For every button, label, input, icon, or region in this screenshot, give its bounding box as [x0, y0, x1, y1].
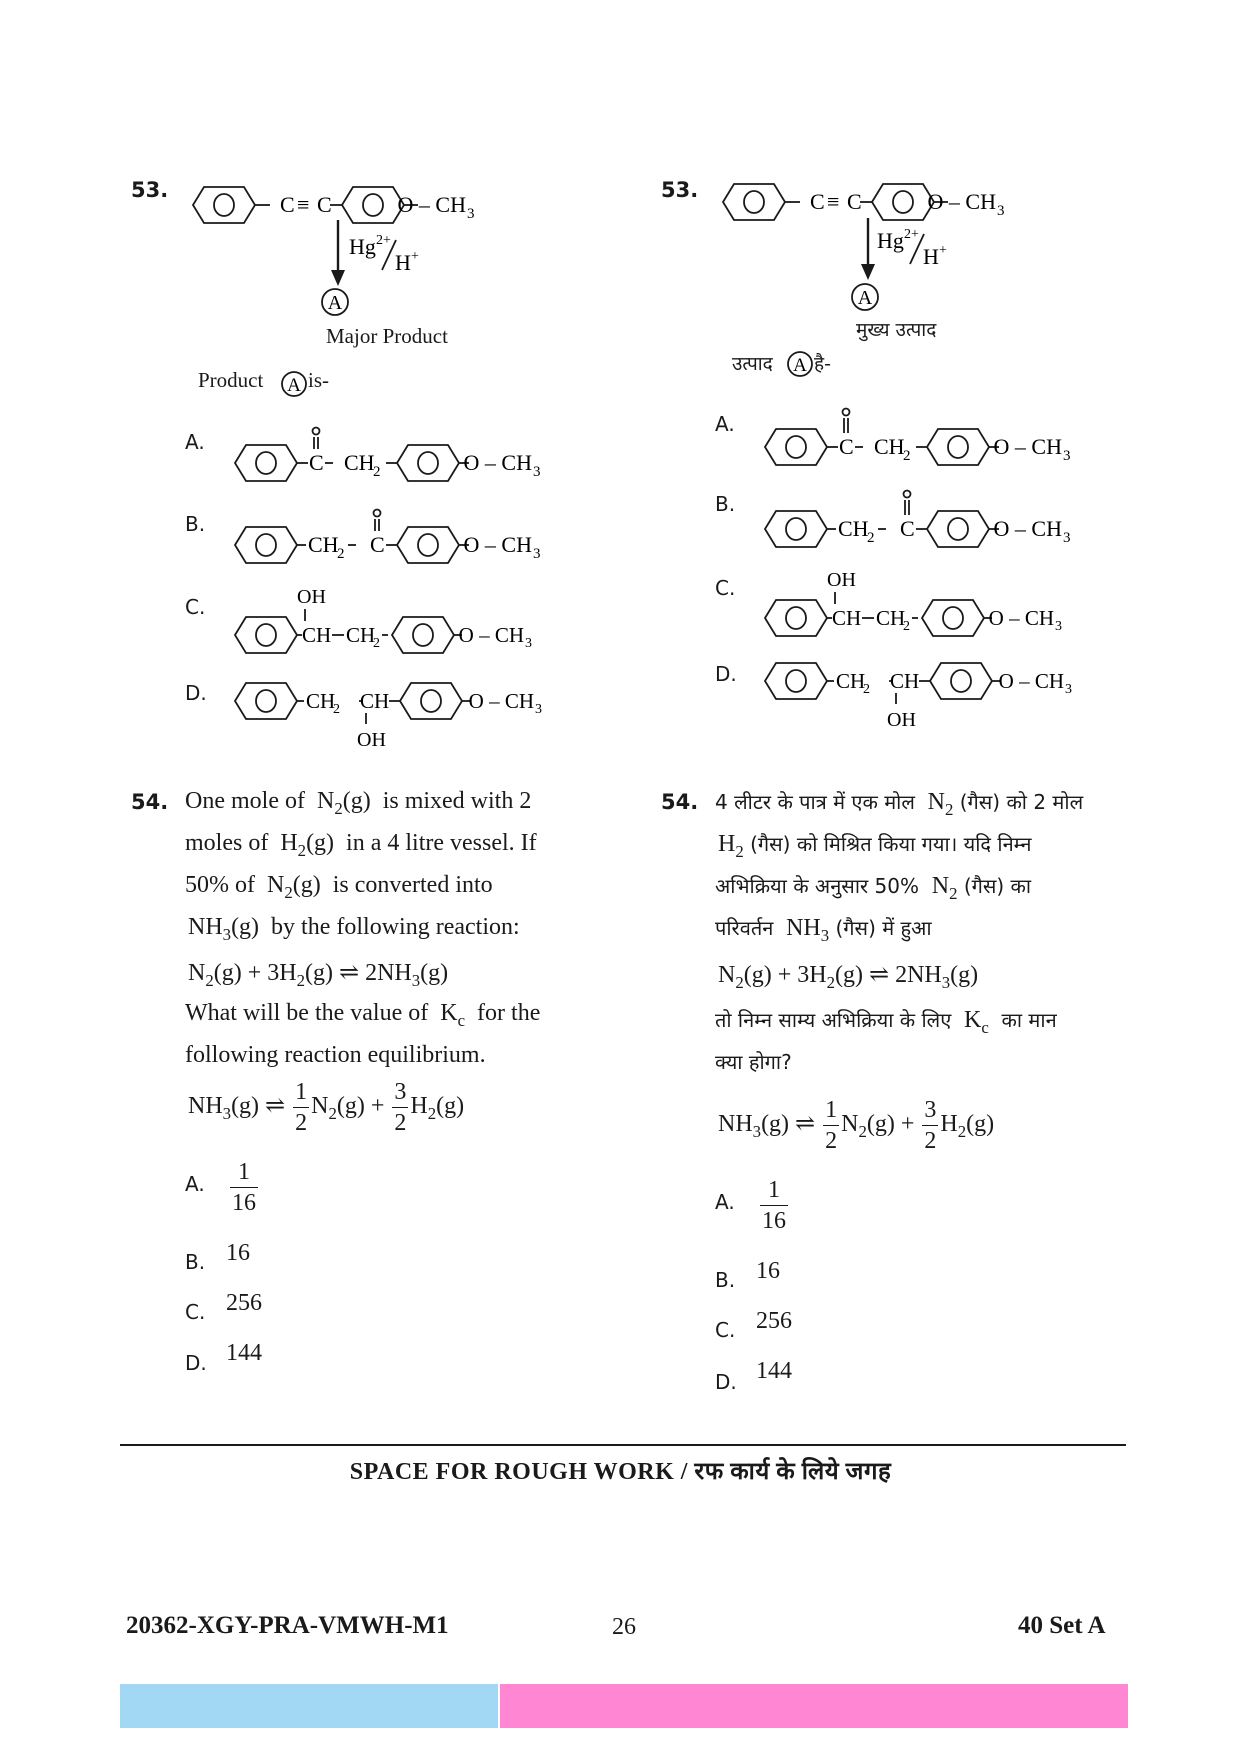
- forward-reaction: $N_2(g) + 3H_2(g)$ ⇌ $2NH_3(g)$: [718, 962, 979, 992]
- svg-text:A: A: [793, 355, 807, 376]
- product-prefix: उत्पाद: [732, 353, 773, 375]
- svg-text:C: C: [900, 516, 915, 541]
- svg-text:3: 3: [525, 636, 532, 651]
- option-d-structure: [232, 666, 572, 756]
- svg-text:CH: CH: [836, 669, 866, 693]
- q54-line: $NH_3(g)$ by the following reaction:: [188, 914, 520, 944]
- svg-text:2: 2: [373, 636, 380, 651]
- option-a-structure: [762, 402, 1102, 472]
- circled-a-icon: [786, 350, 816, 380]
- triple-bond: ≡: [297, 192, 310, 217]
- reagent-h: H: [923, 244, 939, 269]
- q54-line: What will be the value of $K_c$ for the: [185, 1000, 541, 1030]
- svg-text:C: C: [370, 532, 385, 557]
- q54-line: क्या होगा?: [715, 1050, 792, 1074]
- svg-text:3: 3: [1055, 619, 1062, 634]
- question-number: 53.: [131, 178, 169, 202]
- svg-text:O – CH: O – CH: [993, 434, 1062, 459]
- footer-bar-pink: [500, 1684, 1128, 1728]
- svg-text:C: C: [847, 189, 862, 214]
- svg-text:CH: CH: [876, 606, 906, 630]
- question-number: 54.: [131, 790, 169, 814]
- svg-text:A: A: [287, 375, 301, 396]
- q54-line: परिवर्तन $NH_3$ (गैस) में हुआ: [715, 915, 932, 945]
- set-label: 40 Set A: [1018, 1612, 1106, 1639]
- divider: [120, 1444, 1126, 1446]
- svg-text:O – CH: O – CH: [927, 189, 996, 214]
- svg-text:2: 2: [903, 448, 911, 464]
- svg-text:3: 3: [997, 203, 1005, 219]
- option-d-value: 144: [756, 1358, 792, 1384]
- option-b-label: B.: [715, 1268, 736, 1292]
- svg-text:CH: CH: [344, 450, 375, 475]
- option-c-structure: [762, 568, 1102, 643]
- svg-text:2+: 2+: [904, 227, 919, 242]
- q54-line: following reaction equilibrium.: [185, 1042, 486, 1068]
- svg-text:3: 3: [1063, 448, 1071, 464]
- option-d-structure: [762, 646, 1102, 736]
- svg-text:CH: CH: [832, 606, 862, 630]
- svg-text:CH: CH: [838, 516, 869, 541]
- reagent-hg: Hg: [349, 234, 376, 259]
- q54-line: अभिक्रिया के अनुसार 50% $N_2$ (गैस) का: [715, 873, 1032, 903]
- option-c-label: C.: [715, 1318, 736, 1342]
- svg-text:2: 2: [867, 530, 875, 546]
- option-b-value: 16: [226, 1240, 250, 1266]
- option-d-label: D.: [185, 1351, 207, 1375]
- option-a-structure: [232, 418, 572, 488]
- svg-text:C: C: [839, 434, 854, 459]
- option-b-label: B.: [715, 492, 736, 516]
- q54-line: $H_2$ (गैस) को मिश्रित किया गया। यदि निम्न: [718, 831, 1032, 861]
- option-d-value: 144: [226, 1340, 262, 1366]
- svg-text:CH: CH: [360, 689, 390, 713]
- option-d-label: D.: [715, 1370, 737, 1394]
- option-a-label: A.: [715, 412, 735, 436]
- option-a-label: A.: [185, 430, 205, 454]
- question-number: 54.: [661, 790, 699, 814]
- svg-text:C: C: [810, 189, 825, 214]
- svg-text:CH: CH: [346, 623, 376, 647]
- english-column: [0, 0, 560, 1420]
- svg-text:3: 3: [533, 464, 541, 480]
- svg-text:O – CH: O – CH: [468, 689, 534, 713]
- svg-text:CH: CH: [302, 623, 332, 647]
- svg-text:3: 3: [1063, 530, 1071, 546]
- option-c-value: 256: [226, 1290, 262, 1316]
- svg-text:O – CH: O – CH: [988, 606, 1054, 630]
- product-suffix: is-: [308, 368, 329, 392]
- svg-text:C: C: [317, 192, 332, 217]
- svg-text:CH: CH: [308, 532, 339, 557]
- page-number: 26: [612, 1614, 636, 1640]
- arrow-head: [861, 264, 875, 280]
- svg-text:+: +: [411, 249, 419, 264]
- carbon-label: C: [280, 192, 295, 217]
- option-b-structure: [232, 500, 572, 570]
- option-c-label: C.: [185, 1300, 206, 1324]
- rough-work-heading: SPACE FOR ROUGH WORK / रफ कार्य के लिये जगह: [349, 1459, 892, 1485]
- svg-text:3: 3: [1065, 682, 1072, 697]
- svg-text:O – CH: O – CH: [458, 623, 524, 647]
- svg-text:OH: OH: [887, 709, 916, 731]
- circled-a-icon: [280, 370, 310, 400]
- option-a-label: A.: [185, 1172, 205, 1196]
- reverse-reaction: $NH_3(g)$ ⇌ $\frac{1}{2}$ $N_2(g)$ + $\frac{3}{2}$ $H_2(g)$: [718, 1097, 995, 1154]
- option-c-label: C.: [185, 595, 206, 619]
- paper-code: 20362-XGY-PRA-VMWH-M1: [126, 1612, 449, 1639]
- svg-text:OH: OH: [827, 569, 856, 591]
- svg-text:O – CH: O – CH: [463, 450, 532, 475]
- option-c-value: 256: [756, 1308, 792, 1334]
- svg-text:CH: CH: [306, 689, 336, 713]
- svg-text:CH: CH: [890, 669, 920, 693]
- question-number: 53.: [661, 178, 699, 202]
- q54-line: 4 लीटर के पात्र में एक मोल $N_2$ (गैस) को 2 मोल: [715, 789, 1084, 819]
- reagent-h: H: [395, 250, 411, 275]
- svg-text:C: C: [309, 450, 324, 475]
- option-d-label: D.: [715, 662, 737, 686]
- option-b-label: B.: [185, 1250, 206, 1274]
- reagent-hg: Hg: [877, 228, 904, 253]
- svg-text:3: 3: [467, 206, 475, 222]
- hindi-column: [530, 0, 1090, 1420]
- q54-line: moles of $H_2(g)$ in a 4 litre vessel. If: [185, 830, 537, 860]
- svg-text:3: 3: [535, 702, 542, 717]
- q54-line: One mole of $N_2(g)$ is mixed with 2: [185, 788, 532, 818]
- option-b-structure: [762, 484, 1102, 554]
- svg-text:2: 2: [333, 702, 340, 717]
- option-a-value: $\frac{1}{16}$: [762, 1177, 786, 1234]
- svg-text:3: 3: [533, 546, 541, 562]
- option-a-label: A.: [715, 1190, 735, 1214]
- svg-text:O – CH: O – CH: [993, 516, 1062, 541]
- svg-text:O – CH: O – CH: [397, 192, 466, 217]
- q53-reactant-structure: [720, 180, 1120, 410]
- q54-line: तो निम्न साम्य अभिक्रिया के लिए $K_c$ का मान: [715, 1007, 1057, 1037]
- product-a-circle: A: [327, 292, 343, 314]
- product-a-circle: A: [857, 287, 873, 309]
- option-b-value: 16: [756, 1258, 780, 1284]
- svg-text:2+: 2+: [376, 233, 391, 248]
- product-suffix: है-: [814, 353, 831, 375]
- svg-text:OH: OH: [357, 729, 386, 751]
- svg-text:2: 2: [903, 619, 910, 634]
- option-c-label: C.: [715, 576, 736, 600]
- q54-line: 50% of $N_2(g)$ is converted into: [185, 872, 493, 902]
- major-product-label: मुख्य उत्पाद: [856, 319, 937, 341]
- product-prefix: Product: [198, 368, 264, 392]
- svg-text:O – CH: O – CH: [463, 532, 532, 557]
- option-d-label: D.: [185, 681, 207, 705]
- svg-text:OH: OH: [297, 586, 326, 608]
- option-b-label: B.: [185, 512, 206, 536]
- svg-text:CH: CH: [874, 434, 905, 459]
- option-a-value: $\frac{1}{16}$: [232, 1159, 256, 1216]
- option-c-structure: [232, 585, 572, 660]
- svg-text:≡: ≡: [827, 189, 840, 214]
- svg-text:2: 2: [863, 682, 870, 697]
- major-product-label: Major Product: [326, 324, 448, 348]
- svg-text:2: 2: [373, 464, 381, 480]
- svg-text:+: +: [939, 243, 947, 258]
- svg-text:2: 2: [337, 546, 345, 562]
- svg-text:O – CH: O – CH: [998, 669, 1064, 693]
- reverse-reaction: $NH_3(g)$ ⇌ $\frac{1}{2}$ $N_2(g)$ + $\frac{3}{2}$ $H_2(g)$: [188, 1079, 465, 1136]
- forward-reaction: $N_2(g) + 3H_2(g)$ ⇌ $2NH_3(g)$: [188, 960, 449, 990]
- footer-bar-blue: [120, 1684, 498, 1728]
